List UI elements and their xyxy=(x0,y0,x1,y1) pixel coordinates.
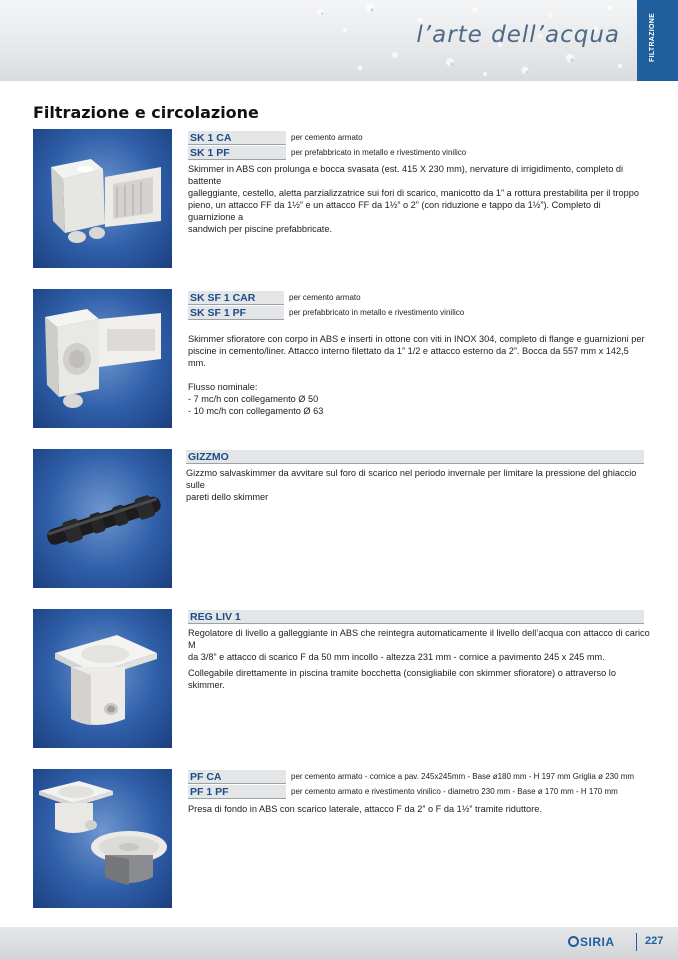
text-line: pareti dello skimmer xyxy=(186,492,269,502)
text-line: piscine in cemento/liner. Attacco interno filettato da 1” 1/2 e attacco esterno da 2”. Bocca da 557 mm x 142,5 mm. xyxy=(188,346,629,368)
product-photo-skimmer-overflow xyxy=(33,289,172,428)
page-header xyxy=(0,0,678,81)
logo-ring-icon xyxy=(568,936,579,947)
product-photo-skimmer xyxy=(33,129,172,268)
product-description xyxy=(188,333,648,417)
brand-name: SIRIA xyxy=(580,935,615,949)
product-code-row xyxy=(188,291,642,305)
product-code-row xyxy=(188,306,642,320)
page-number: 227 xyxy=(645,935,664,947)
text-line: - 7 mc/h con collegamento Ø 50 xyxy=(188,394,319,404)
text-line: galleggiante, cestello, aletta parzializzatrice sui fori di scarico, manicotto da 1” a rottura prestabilita per il troppo xyxy=(188,188,639,198)
product-code: SK SF 1 PF xyxy=(190,307,247,319)
product-code: SK SF 1 CAR xyxy=(190,292,256,304)
text-line: da 3/8” e attacco di scarico F da 50 mm incollo - altezza 231 mm - cornice a pavimento 245 x 245 mm. xyxy=(188,652,605,662)
header-title: l’arte dell’acqua xyxy=(416,22,620,48)
side-tab-label: FILTRAZIONE xyxy=(649,12,656,62)
product-code-desc: per prefabbricato in metallo e rivestimento vinilico xyxy=(289,308,465,317)
product-code: GIZZMO xyxy=(188,451,229,463)
brand-logo xyxy=(568,935,615,949)
product-code-desc: per cemento armato e rivestimento vinilico - diametro 230 mm - Base ø 170 mm - H 170 mm xyxy=(291,787,618,796)
product-photo-main-drain xyxy=(33,769,172,908)
product-code: REG LIV 1 xyxy=(190,611,241,623)
product-photo-gizzmo xyxy=(33,449,172,588)
product-code-desc: per cemento armato xyxy=(289,293,361,302)
product-description xyxy=(188,163,648,235)
product-code: PF 1 PF xyxy=(190,786,229,798)
product-code: SK 1 PF xyxy=(190,147,230,159)
product-code: PF CA xyxy=(190,771,222,783)
product-code-desc: per cemento armato xyxy=(291,133,363,142)
product-description xyxy=(188,803,648,815)
text-line: - 10 mc/h con collegamento Ø 63 xyxy=(188,406,324,416)
product-code-row xyxy=(188,610,644,624)
text-line: pieno, un attacco FF da 1½” e un attacco FF da 1½” o 2” (con riduzione e tappo da 1½”). Completo di guarnizione a xyxy=(188,200,601,222)
page-footer xyxy=(0,927,678,959)
text-line: Presa di fondo in ABS con scarico laterale, attacco F da 2” o F da 1½” tramite riduttore. xyxy=(188,804,542,814)
product-description xyxy=(188,627,650,691)
product-code-desc: per prefabbricato in metallo e rivestimento vinilico xyxy=(291,148,467,157)
product-code-row xyxy=(188,131,644,145)
section-side-tab xyxy=(637,0,678,81)
text-line: Regolatore di livello a galleggiante in ABS che reintegra automaticamente il livello dell’acqua con attacco di carico M xyxy=(188,628,650,650)
text-line: Gizzmo salvaskimmer da avvitare sul foro di scarico nel periodo invernale per limitare la pressione del ghiaccio sulle xyxy=(186,468,637,490)
product-code-desc: per cemento armato - cornice a pav. 245x245mm - Base ø180 mm - H 197 mm Griglia ø 230 mm xyxy=(291,772,635,781)
product-code-row xyxy=(188,146,644,160)
product-code-row xyxy=(186,450,644,464)
text-line: Skimmer sfioratore con corpo in ABS e inserti in ottone con viti in INOX 304, completo di flange e guarnizioni per xyxy=(188,334,645,344)
product-description xyxy=(186,467,648,503)
text-line: sandwich per piscine prefabbricate. xyxy=(188,224,333,234)
text-line: Collegabile direttamente in piscina tramite bocchetta (consigliabile con skimmer sfioratore) o attraverso lo skimmer. xyxy=(188,668,616,690)
text-line: Flusso nominale: xyxy=(188,382,258,392)
text-line: Skimmer in ABS con prolunga e bocca svasata (est. 415 X 230 mm), nervature di irrigidimento, completo di battente xyxy=(188,164,624,186)
section-title: Filtrazione e circolazione xyxy=(33,103,259,122)
product-photo-level-regulator xyxy=(33,609,172,748)
footer-divider xyxy=(636,933,637,951)
product-code-row xyxy=(188,785,644,799)
text-line xyxy=(188,369,648,381)
product-code-row xyxy=(188,770,644,784)
product-code: SK 1 CA xyxy=(190,132,232,144)
